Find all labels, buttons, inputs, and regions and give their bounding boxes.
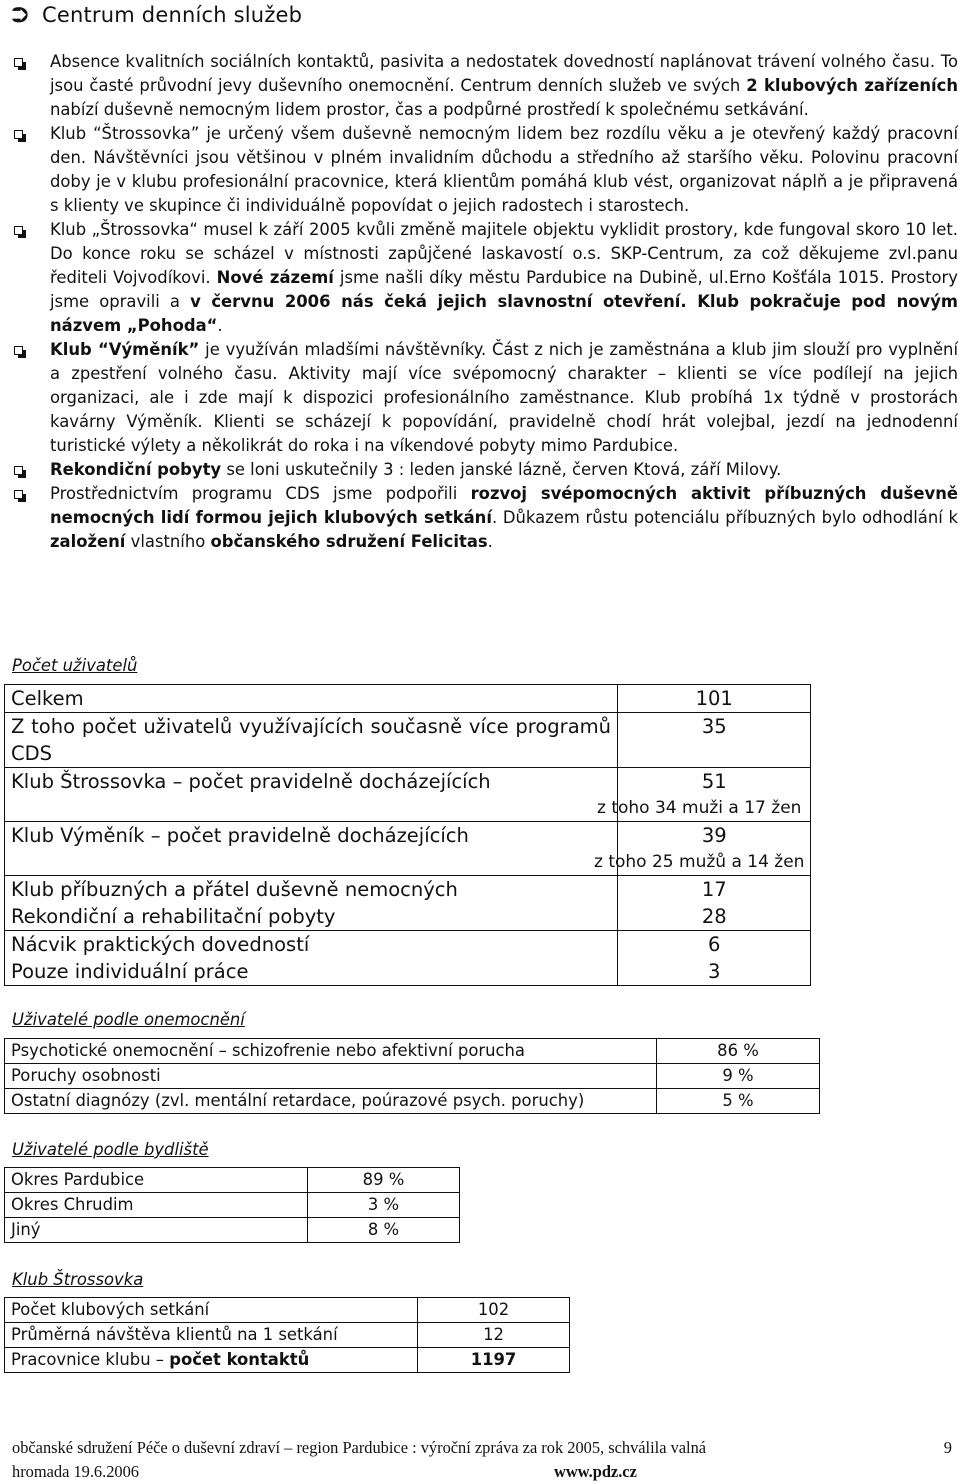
table-row <box>5 1168 460 1193</box>
bullet-item: Klub „Štrossovka“ musel k září 2005 kvůli změně majitele objektu vyklidit prostory, kde fungoval skoro 10 let. Do konce roku se scházel v místnosti zapůjčené laskavostí o.s. SKP-Centrum, za což děkujeme zvl.panu řediteli Vojvodíkovi. Nové zázemí jsme našli díky městu Pardubice na Dubině, ul.Erno Košťála 1015. Prostory jsme opravili a v červnu 2006 nás čeká jejich slavnostní otevření. Klub pokračuje pod novým názvem „Pohoda“. <box>12 218 958 338</box>
table-cell-label: Okres Chrudim <box>5 1193 308 1218</box>
table-row <box>5 931 811 986</box>
checkbox-bullet-icon <box>14 130 23 139</box>
table-cell-value: 102 <box>418 1298 570 1323</box>
table-cell-value: 1197 <box>418 1348 570 1373</box>
table-row <box>5 685 811 713</box>
checkbox-bullet-icon <box>14 490 23 499</box>
users-count-title: Počet uživatelů <box>12 656 138 675</box>
table-cell-label: Okres Pardubice <box>5 1168 308 1193</box>
users-count-table <box>4 684 811 986</box>
right-arrow-icon: ⮊ <box>12 3 29 27</box>
table-cell-label: Celkem <box>5 685 618 713</box>
table-cell-value: 89 % <box>308 1168 460 1193</box>
table-row <box>5 1193 460 1218</box>
bullet-list <box>12 50 958 554</box>
table-row <box>5 1039 820 1064</box>
checkbox-bullet-icon <box>14 226 23 235</box>
bullet-item: Absence kvalitních sociálních kontaktů, pasivita a nedostatek dovedností naplánovat trávení volného času. To jsou časté průvodní jevy duševního onemocnění. Centrum denních služeb ve svých 2 klubových zařízeních nabízí duševně nemocným lidem prostor, čas a podpůrné prostředí k společnému setkávání. <box>12 50 958 122</box>
footer-url-link[interactable]: www.pdz.cz <box>554 1462 637 1481</box>
table-cell-value: 8 % <box>308 1218 460 1243</box>
illness-table <box>4 1038 820 1114</box>
table-row <box>5 1348 570 1373</box>
table-row <box>5 1089 820 1114</box>
table-cell-label: Pracovnice klubu – počet kontaktů <box>5 1348 418 1373</box>
table-cell-label: Jiný <box>5 1218 308 1243</box>
table-cell-value: 12 <box>418 1323 570 1348</box>
table-row <box>5 1298 570 1323</box>
section-heading <box>12 0 302 30</box>
table-cell-value: 17 28 <box>618 876 811 931</box>
footer-text-date: hromada 19.6.2006 <box>12 1462 140 1481</box>
table-cell-value: 6 3 <box>618 931 811 986</box>
table-cell-label: Z toho počet uživatelů využívajících současně více programů CDS <box>5 713 618 768</box>
table-cell-label: Průměrná návštěva klientů na 1 setkání <box>5 1323 418 1348</box>
table-row <box>5 1323 570 1348</box>
table-cell-label: Klub příbuzných a přátel duševně nemocných Rekondiční a rehabilitační pobyty <box>5 876 618 931</box>
table-cell-label: Ostatní diagnózy (zvl. mentální retardace, poúrazové psych. poruchy) <box>5 1089 657 1114</box>
heading-title: Centrum denních služeb <box>42 3 303 27</box>
residence-title: Uživatelé podle bydliště <box>12 1140 209 1159</box>
bullet-item: Klub “Štrossovka” je určený všem duševně nemocným lidem bez rozdílu věku a je otevřený každý pracovní den. Návštěvníci jsou většinou v plném invalidním důchodu a středního až staršího věku. Polovinu pracovní doby je v klubu profesionální pracovnice, která klientům pomáhá klub vést, organizovat náplň a je připravená s klienty ve skupince či individuálně popovídat o jejich radostech i starostech. <box>12 122 958 218</box>
checkbox-bullet-icon <box>14 346 23 355</box>
table-cell-label: Klub Štrossovka – počet pravidelně docházejících <box>5 768 618 822</box>
table-cell-value: 3 % <box>308 1193 460 1218</box>
table-cell-value: 39 z toho 25 mužů a 14 žen <box>618 822 811 876</box>
table-cell-subnote: z toho 25 mužů a 14 žen <box>594 852 805 872</box>
page-footer <box>12 1436 958 1484</box>
table-cell-label: Poruchy osobnosti <box>5 1064 657 1089</box>
checkbox-bullet-icon <box>14 466 23 475</box>
table-row <box>5 1064 820 1089</box>
table-cell-label: Nácvik praktických dovedností Pouze individuální práce <box>5 931 618 986</box>
bullet-item: Rekondiční pobyty se loni uskutečnily 3 : leden janské lázně, červen Ktová, září Milovy. <box>12 458 958 482</box>
table-row <box>5 1218 460 1243</box>
table-row <box>5 713 811 768</box>
footer-text: občanské sdružení Péče o duševní zdraví – region Pardubice : výroční zpráva za rok 2005, schválila valná <box>12 1438 707 1457</box>
page-number: 9 <box>943 1438 952 1457</box>
table-cell-subnote: z toho 34 muži a 17 žen <box>597 798 802 818</box>
checkbox-bullet-icon <box>14 58 23 67</box>
table-cell-value: 86 % <box>657 1039 820 1064</box>
table-cell-value: 9 % <box>657 1064 820 1089</box>
table-cell-value: 35 <box>618 713 811 768</box>
bullet-item: Klub “Výměník” je využíván mladšími návštěvníky. Část z nich je zaměstnána a klub jim slouží pro vyplnění a zpestření volného času. Aktivity mají více svépomocný charakter – klienti se více podílejí na jejich organizaci, ale i zde mají k dispozici profesionálního zaměstnance. Klub probíhá 1x týdně v prostorách kavárny Výměník. Klienti se scházejí k popovídání, pravidelně chodí hrát volejbal, jezdí na jednodenní turistické výlety a několikrát do roka i na víkendové pobyty mimo Pardubice. <box>12 338 958 458</box>
table-cell-label: Počet klubových setkání <box>5 1298 418 1323</box>
table-cell-value: 51 z toho 34 muži a 17 žen <box>618 768 811 822</box>
table-cell-value: 5 % <box>657 1089 820 1114</box>
residence-table <box>4 1167 460 1243</box>
table-row <box>5 876 811 931</box>
table-cell-label: Klub Výměník – počet pravidelně docházejících <box>5 822 618 876</box>
illness-title: Uživatelé podle onemocnění <box>12 1010 245 1029</box>
table-cell-label: Psychotické onemocnění – schizofrenie nebo afektivní porucha <box>5 1039 657 1064</box>
table-row <box>5 768 811 822</box>
club-title: Klub Štrossovka <box>12 1270 144 1289</box>
club-table <box>4 1297 570 1373</box>
bullet-item: Prostřednictvím programu CDS jsme podpořili rozvoj svépomocných aktivit příbuzných duševně nemocných lidí formou jejich klubových setkání. Důkazem růstu potenciálu příbuzných bylo odhodlání k založení vlastního občanského sdružení Felicitas. <box>12 482 958 554</box>
table-row <box>5 822 811 876</box>
table-cell-value: 101 <box>618 685 811 713</box>
